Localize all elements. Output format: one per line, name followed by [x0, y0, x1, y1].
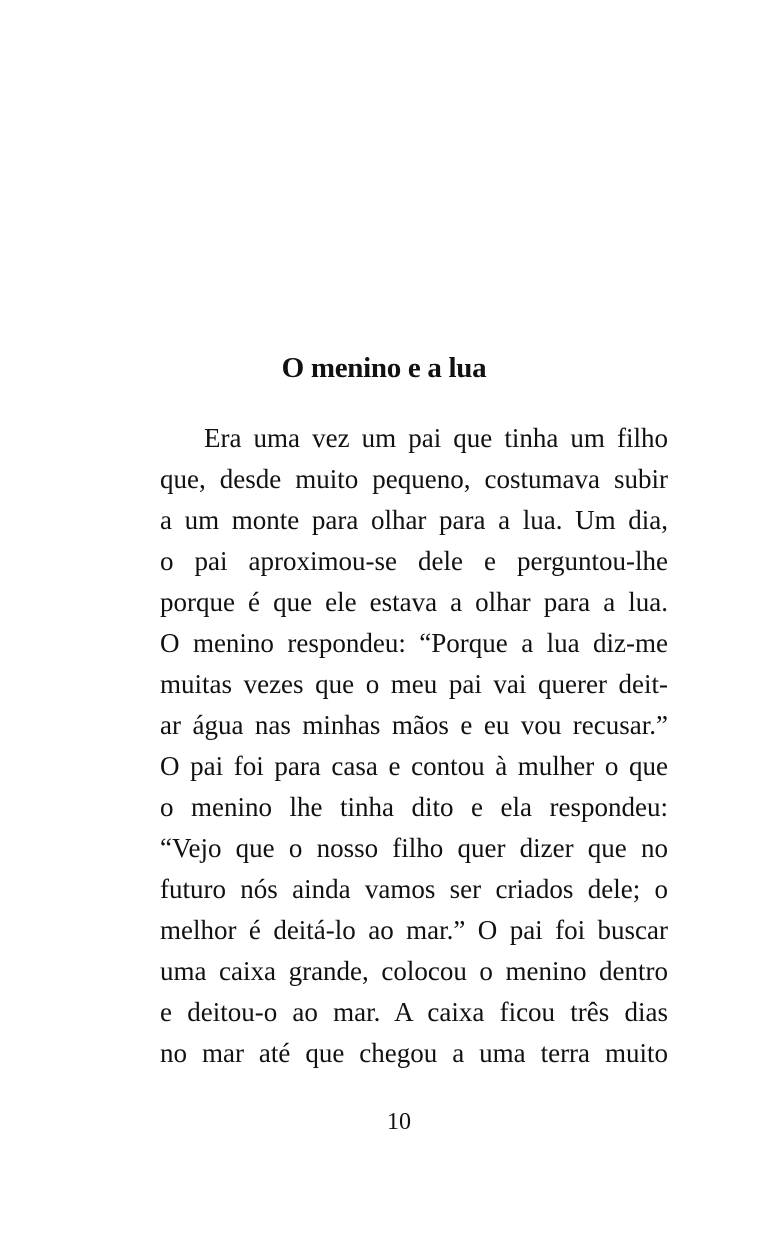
text-line: o pai aproximou-se dele e perguntou-lhe	[160, 546, 668, 576]
chapter-title: O menino e a lua	[281, 352, 487, 384]
page-number: 10	[387, 1109, 411, 1135]
text-line: no mar até que chegou a uma terra muito	[160, 1038, 668, 1068]
text-line: futuro nós ainda vamos ser criados dele; o	[160, 874, 668, 904]
text-line: e deitou-o ao mar. A caixa ficou três dias	[160, 997, 668, 1027]
text-line: “Vejo que o nosso filho quer dizer que no	[160, 833, 668, 863]
body-paragraph	[160, 418, 668, 1074]
text-line: porque é que ele estava a olhar para a lua.	[160, 587, 668, 617]
text-line: melhor é deitá-lo ao mar.” O pai foi buscar	[160, 915, 668, 945]
text-line: O pai foi para casa e contou à mulher o que	[160, 751, 668, 781]
text-line: uma caixa grande, colocou o menino dentro	[160, 956, 668, 986]
text-line: Era uma vez um pai que tinha um filho	[204, 423, 668, 453]
text-line: que, desde muito pequeno, costumava subir	[160, 464, 668, 494]
text-line: a um monte para olhar para a lua. Um dia,	[160, 505, 668, 535]
text-line: muitas vezes que o meu pai vai querer deit-	[160, 669, 668, 699]
text-line: ar água nas minhas mãos e eu vou recusar.”	[160, 710, 668, 740]
text-line: O menino respondeu: “Porque a lua diz-me	[160, 628, 668, 658]
text-line: o menino lhe tinha dito e ela respondeu:	[160, 792, 668, 822]
